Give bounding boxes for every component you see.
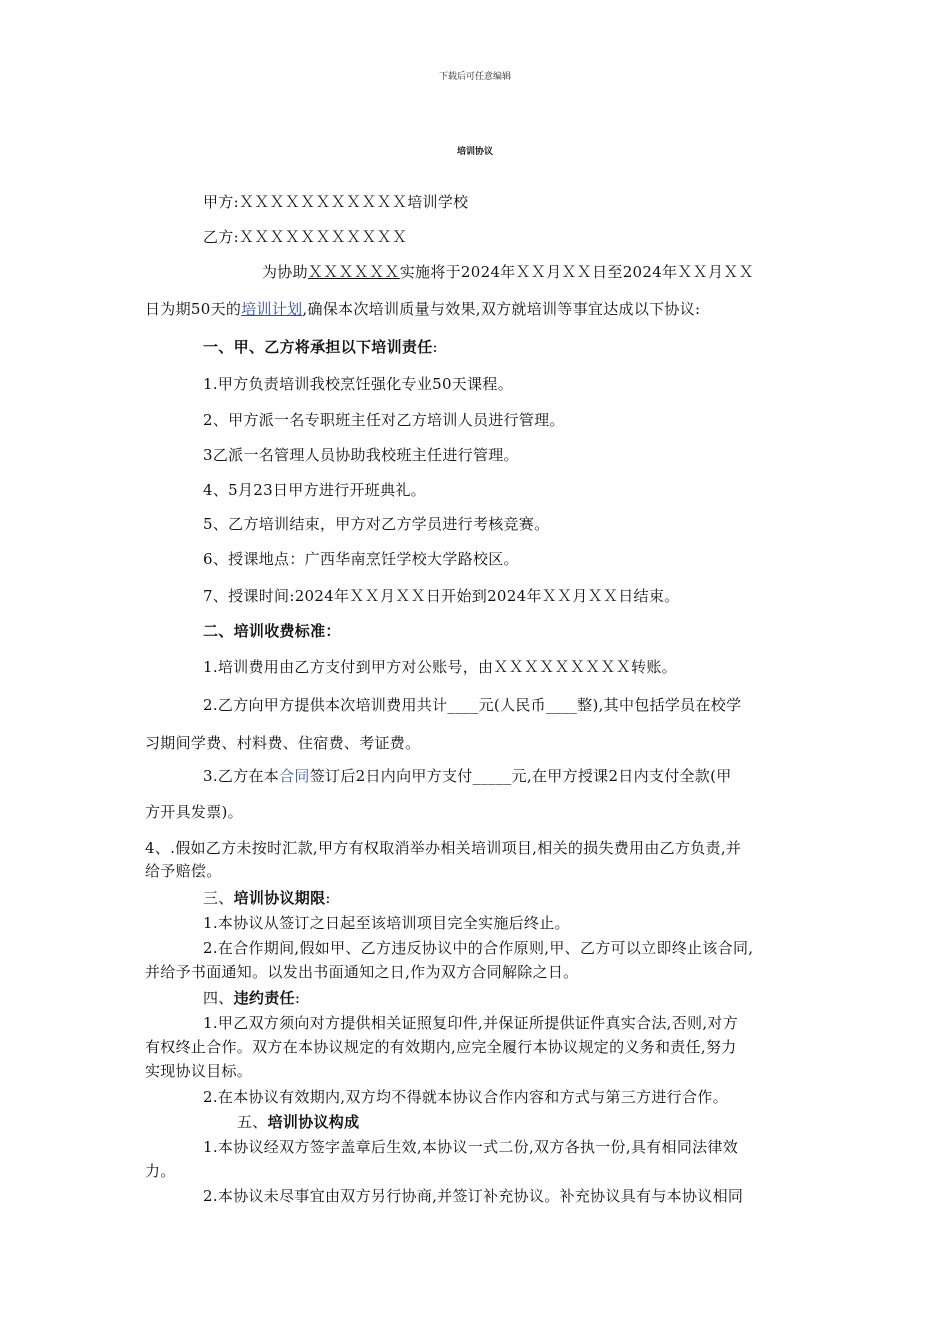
- section2-item-3-line-2: 方开具发票)。: [145, 803, 243, 821]
- section5-item-2: 2.本协议未尽事宜由双方另行协商,并签订补充协议。补充协议具有与本协议相同: [203, 1187, 744, 1205]
- section1-item-4: 4、5月23日甲方进行开班典礼。: [203, 481, 426, 499]
- section5-item-1-line-1: 1.本协议经双方签字盖章后生效,本协议一式二份,双方各执一份,具有相同法律效: [203, 1138, 739, 1156]
- section4-item-1-line-3: 实现协议目标。: [145, 1062, 253, 1080]
- section2-item3-suffix: 签订后2日内向甲方支付_____元,在甲方授课2日内支付全款(甲: [309, 767, 732, 785]
- party-b: 乙方:ＸＸＸＸＸＸＸＸＸＸＸ: [203, 228, 408, 246]
- intro-line-1: [262, 262, 754, 282]
- section1-item-2: 2、甲方派一名专职班主任对乙方培训人员进行管理。: [203, 411, 565, 429]
- section1-item-5: 5、乙方培训结束，甲方对乙方学员进行考核竞赛。: [203, 515, 550, 533]
- section2-item-3-line-1: [203, 766, 732, 786]
- intro-line2-prefix: 日为期50天的: [145, 300, 242, 318]
- section3-heading-suffix: :: [325, 889, 331, 907]
- section4-heading: [203, 988, 300, 1008]
- section2-item-4-line-1: 4、.假如乙方未按时汇款,甲方有权取消举办相关培训项目,相关的损失费用由乙方负责,并: [145, 839, 742, 857]
- section3-item-1: 1.本协议从签订之日起至该培训项目完全实施后终止。: [203, 914, 570, 932]
- party-a: 甲方:ＸＸＸＸＸＸＸＸＸＸＸ培训学校: [203, 193, 469, 211]
- section1-item-3: 3乙派一名管理人员协助我校班主任进行管理。: [203, 446, 519, 464]
- section4-item-1-line-1: 1.甲乙双方须向对方提供相关证照复印件,并保证所提供证件真实合法,否则,对方: [203, 1014, 739, 1032]
- section4-heading-text: 违约责任: [233, 989, 295, 1007]
- section2-item-4-line-2: 给予赔偿。: [145, 862, 222, 880]
- section3-heading-prefix: 三、: [203, 889, 234, 907]
- intro-suffix: 实施将于2024年ＸＸ月ＸＸ日至2024年ＸＸ月ＸＸ: [399, 263, 754, 281]
- section4-heading-prefix: 四、: [203, 989, 234, 1007]
- section5-item-1-line-2: 力。: [145, 1162, 176, 1180]
- section3-item-2-line-1: 2.在合作期间,假如甲、乙方违反协议中的合作原则,甲、乙方可以立即终止该合同,: [203, 939, 754, 957]
- intro-prefix: 为协助: [262, 263, 308, 281]
- section4-item-1-line-2: 有权终止合作。双方在本协议规定的有效期内,应完全履行本协议规定的义务和责任,努力: [145, 1038, 737, 1056]
- intro-underlined-name: ＸＸＸＸＸＸ: [307, 263, 400, 281]
- section2-heading: 二、培训收费标准：: [203, 622, 341, 640]
- section1-heading-text: 一、甲、乙方将承担以下培训责任: [203, 338, 433, 356]
- page-header: 下载后可任意编辑: [438, 72, 511, 82]
- section3-heading-text: 培训协议期限: [233, 889, 326, 907]
- section3-heading: [203, 888, 331, 908]
- section2-item-2-line-2: 习期间学费、村料费、住宿费、考证费。: [145, 734, 421, 752]
- section2-item3-prefix: 3.乙方在本: [203, 767, 280, 785]
- document-title: 培训协议: [456, 147, 493, 157]
- section1-item-7: 7、授课时间:2024年ＸＸ月ＸＸ日开始到2024年ＸＸ月ＸＸ日结束。: [203, 587, 680, 605]
- section4-item-2: 2.在本协议有效期内,双方均不得就本协议合作内容和方式与第三方进行合作。: [203, 1088, 728, 1106]
- section2-item-1: 1.培训费用由乙方支付到甲方对公账号，由ＸＸＸＸＸＸＸＸＸ转账。: [203, 658, 677, 676]
- intro-line2-suffix: ,确保本次培训质量与效果,双方就培训等事宜达成以下协议:: [302, 300, 701, 318]
- section5-heading-text: 培训协议构成: [267, 1113, 360, 1131]
- section1-heading: [203, 337, 438, 357]
- section1-item-1: 1.甲方负责培训我校烹饪强化专业50天课程。: [203, 375, 514, 393]
- training-plan-link[interactable]: 培训计划: [241, 300, 303, 318]
- section5-heading-prefix: 五、: [237, 1113, 268, 1131]
- section3-item-2-line-2: 并给予书面通知。以发出书面通知之日,作为双方合同解除之日。: [145, 963, 579, 981]
- intro-line-2: [145, 299, 700, 319]
- section2-item-2-line-1: 2.乙方向甲方提供本次培训费用共计____元(人民币____整),其中包括学员在校学: [203, 696, 742, 714]
- contract-link[interactable]: 合同: [279, 767, 310, 785]
- section1-item-6: 6、授课地点：广西华南烹饪学校大学路校区。: [203, 550, 519, 568]
- section5-heading: [237, 1112, 359, 1132]
- section1-heading-suffix: :: [432, 338, 438, 356]
- section4-heading-suffix: :: [294, 989, 301, 1007]
